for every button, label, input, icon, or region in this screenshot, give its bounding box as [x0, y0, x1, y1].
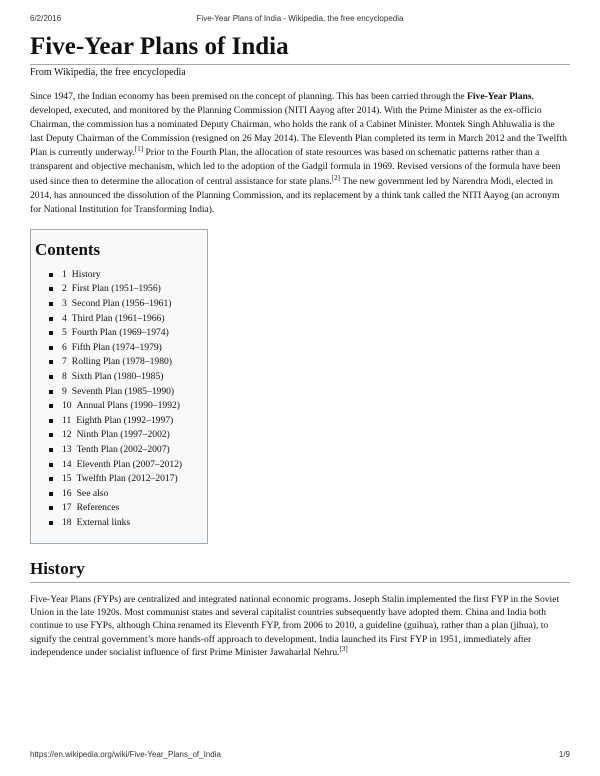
toc-item[interactable] — [49, 268, 207, 283]
toc-item-label[interactable]: History — [71, 268, 101, 280]
print-url[interactable]: https://en.wikipedia.org/wiki/Five-Year_Plans_of_India — [30, 750, 221, 759]
toc-item-number: 18 — [62, 516, 72, 528]
print-date: 6/2/2016 — [30, 14, 62, 23]
lead-text-2: , developed, executed, and monitored by the Planning Commission (NITI Aayog after 2014). With the Prime Minister as the ex-officio Chairman, the commission has a nominated Deputy Chairman, who holds the rank of a Cabinet Minister. Montek Singh Ahluwalia is the last Deputy Chairman of the Commission (resigned on 26 May 2014). The Eleventh Plan completed its term in March 2012 and the Twelfth Plan is currently underway. — [30, 91, 567, 159]
toc-item-label[interactable]: Ninth Plan (1997–2002) — [76, 429, 170, 441]
toc-item-number: 1 — [62, 268, 67, 280]
toc-item-number: 12 — [62, 429, 72, 441]
bullet-icon — [49, 331, 53, 335]
bullet-icon — [49, 375, 53, 379]
bullet-icon — [49, 492, 53, 496]
toc-item[interactable] — [49, 326, 207, 341]
toc-item-number: 14 — [62, 458, 72, 470]
toc-item-label[interactable]: Rolling Plan (1978–1980) — [71, 356, 172, 368]
toc-item[interactable] — [49, 443, 207, 458]
table-of-contents — [30, 229, 208, 544]
pdf-footer — [30, 750, 570, 759]
toc-item-label[interactable]: First Plan (1951–1956) — [71, 283, 161, 295]
toc-item[interactable] — [49, 312, 207, 327]
toc-item-number: 7 — [62, 356, 67, 368]
lead-bold-term: Five-Year Plans — [467, 91, 532, 102]
toc-item-number: 6 — [62, 341, 67, 353]
bullet-icon — [49, 521, 53, 525]
toc-item-label[interactable]: See also — [76, 487, 109, 499]
toc-item-label[interactable]: Second Plan (1956–1961) — [71, 298, 172, 310]
toc-item-number: 2 — [62, 283, 67, 295]
bullet-icon — [49, 390, 53, 394]
toc-item-number: 8 — [62, 371, 67, 382]
history-heading: History — [30, 558, 570, 583]
toc-item-label[interactable]: Twelfth Plan (2012–2017) — [76, 473, 178, 485]
toc-item-label[interactable]: References — [76, 502, 120, 514]
toc-item[interactable] — [49, 487, 207, 502]
lead-text-1: Since 1947, the Indian economy has been premised on the concept of planning. This has been carried through the — [30, 91, 468, 102]
lead-paragraph — [30, 90, 570, 217]
lead-text-3: Prior to the Fourth Plan, the allocation of state resources was based on schematic patterns rather than a transparent and objective mechanism, which led to the adoption of the Gadgil formula in 1969. Revised versions of the formula have been used since then to determine the allocation of central assistance for state plans. — [30, 147, 561, 187]
bullet-icon — [49, 287, 53, 291]
toc-item-number: 4 — [62, 312, 67, 324]
toc-item[interactable] — [49, 370, 207, 385]
citation-2[interactable]: [2] — [331, 173, 341, 182]
toc-item[interactable] — [49, 399, 207, 414]
bullet-icon — [49, 448, 53, 452]
bullet-icon — [49, 477, 53, 481]
toc-item-label[interactable]: Fourth Plan (1969–1974) — [71, 327, 169, 339]
bullet-icon — [49, 360, 53, 364]
toc-item-label[interactable]: External links — [76, 516, 131, 528]
bullet-icon — [49, 346, 53, 350]
toc-item[interactable] — [49, 516, 207, 531]
toc-item-label[interactable]: Eighth Plan (1992–1997) — [76, 414, 174, 426]
toc-item[interactable] — [49, 428, 207, 443]
toc-item[interactable] — [49, 341, 207, 356]
toc-item-number: 10 — [62, 400, 72, 412]
toc-item-label[interactable]: Eleventh Plan (2007–2012) — [76, 458, 183, 470]
article — [30, 32, 570, 660]
toc-item-label[interactable]: Tenth Plan (2002–2007) — [76, 443, 170, 455]
toc-item-label[interactable]: Third Plan (1961–1966) — [71, 312, 165, 324]
bullet-icon — [49, 317, 53, 321]
toc-item-label[interactable]: Sixth Plan (1980–1985) — [71, 371, 164, 382]
toc-item[interactable] — [49, 297, 207, 312]
bullet-icon — [49, 273, 53, 277]
toc-item-number: 15 — [62, 473, 72, 485]
toc-item[interactable] — [49, 282, 207, 297]
citation-3[interactable]: [3] — [339, 644, 348, 653]
bullet-icon — [49, 433, 53, 437]
toc-item-number: 13 — [62, 443, 72, 455]
bullet-icon — [49, 463, 53, 467]
toc-item-number: 3 — [62, 298, 67, 310]
toc-item-label[interactable]: Annual Plans (1990–1992) — [76, 400, 180, 412]
toc-item-number: 5 — [62, 327, 67, 339]
toc-item-number: 16 — [62, 487, 72, 499]
lead-text-4: The new government led by Narendra Modi, elected in 2014, has announced the dissolution of the Planning Commission, and its replacement by a think tank called the NITI Aayog (an acronym for National Institution for Transforming India). — [30, 175, 560, 215]
bullet-icon — [49, 506, 53, 510]
tagline: From Wikipedia, the free encyclopedia — [30, 67, 186, 78]
toc-item[interactable] — [49, 472, 207, 487]
page-title: Five-Year Plans of India — [30, 32, 570, 65]
bullet-icon — [49, 302, 53, 306]
toc-item-label[interactable]: Seventh Plan (1985–1990) — [71, 385, 175, 397]
bullet-icon — [49, 404, 53, 408]
toc-item[interactable] — [49, 458, 207, 473]
toc-item-label[interactable]: Fifth Plan (1974–1979) — [71, 341, 162, 353]
toc-item-number: 11 — [62, 414, 72, 426]
citation-1[interactable]: [1] — [134, 145, 144, 154]
history-paragraph — [30, 593, 570, 660]
toc-list — [31, 268, 207, 531]
toc-item[interactable] — [49, 501, 207, 516]
toc-item-number: 17 — [62, 502, 72, 514]
page-number: 1/9 — [558, 750, 570, 759]
toc-item[interactable] — [49, 385, 207, 400]
history-text: Five-Year Plans (FYPs) are centralized and integrated national economic programs. Joseph Stalin implemented the first FYP in the Soviet Union in the late 1920s. Most communist states and several capitalist countries subsequently have adopted them. China and India both continue to use FYPs, although China renamed its Eleventh FYP, from 2006 to 2010, a guideline (guihua), rather than a plan (jihua), to signify the central government’s more hands-off approach to development. India launched its First FYP in 1951, immediately after independence under socialist influence of first Prime Minister Jawaharlal Nehru. — [30, 593, 560, 659]
print-title: Five-Year Plans of India - Wikipedia, the free encyclopedia — [196, 14, 404, 23]
toc-heading: Contents — [35, 239, 101, 259]
toc-item[interactable] — [49, 414, 207, 429]
toc-item-number: 9 — [62, 385, 67, 397]
toc-item[interactable] — [49, 355, 207, 370]
bullet-icon — [49, 419, 53, 423]
